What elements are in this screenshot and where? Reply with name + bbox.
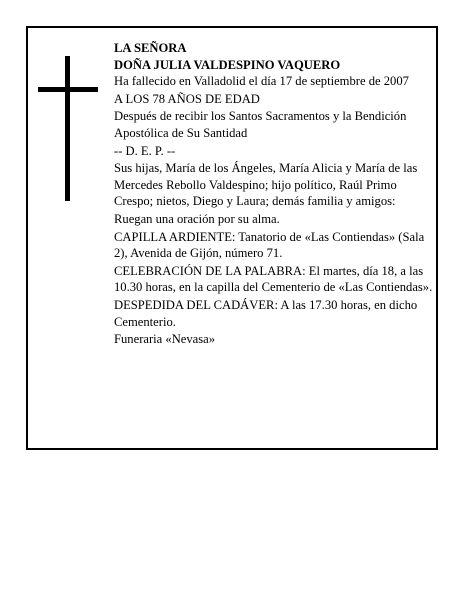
age-line: A LOS 78 AÑOS DE EDAD [114, 91, 260, 106]
prayer-line: Ruegan una oración por su alma. [114, 211, 280, 226]
obituary-text [114, 40, 439, 349]
death-announcement: Ha fallecido en Valladolid el día 17 de septiembre de 2007 [114, 74, 409, 89]
cross-vertical-bar [65, 56, 70, 201]
chapel-line: CAPILLA ARDIENTE: Tanatorio de «Las Contiendas» (Sala 2), Avenida de Gijón, número 71. [114, 229, 425, 261]
cross-horizontal-bar [38, 87, 98, 92]
sacraments-line: Después de recibir los Santos Sacramentos y la Bendición Apostólica de Su Santidad [114, 109, 407, 140]
ceremony-line: CELEBRACIÓN DE LA PALABRA: El martes, día 18, a las 10.30 horas, en la capilla del Cementerio de «Las Contiendas». [114, 263, 433, 295]
title-line-1: LA SEÑORA [114, 41, 187, 55]
deceased-name: DOÑA JULIA VALDESPINO VAQUERO [114, 57, 341, 72]
obituary-notice [26, 26, 438, 450]
funeral-home-line: Funeraria «Nevasa» [114, 332, 216, 347]
family-line: Sus hijas, María de los Ángeles, María Alicia y María de las Mercedes Rebollo Valdespino; hijo político, Raúl Primo Crespo; nietos, Diego y Laura; demás familia y amigos: [114, 161, 418, 209]
cross-icon [38, 56, 98, 201]
rip-line: -- D. E. P. -- [114, 143, 176, 158]
farewell-line: DESPEDIDA DEL CADÁVER: A las 17.30 horas, en dicho Cementerio. [114, 297, 418, 329]
